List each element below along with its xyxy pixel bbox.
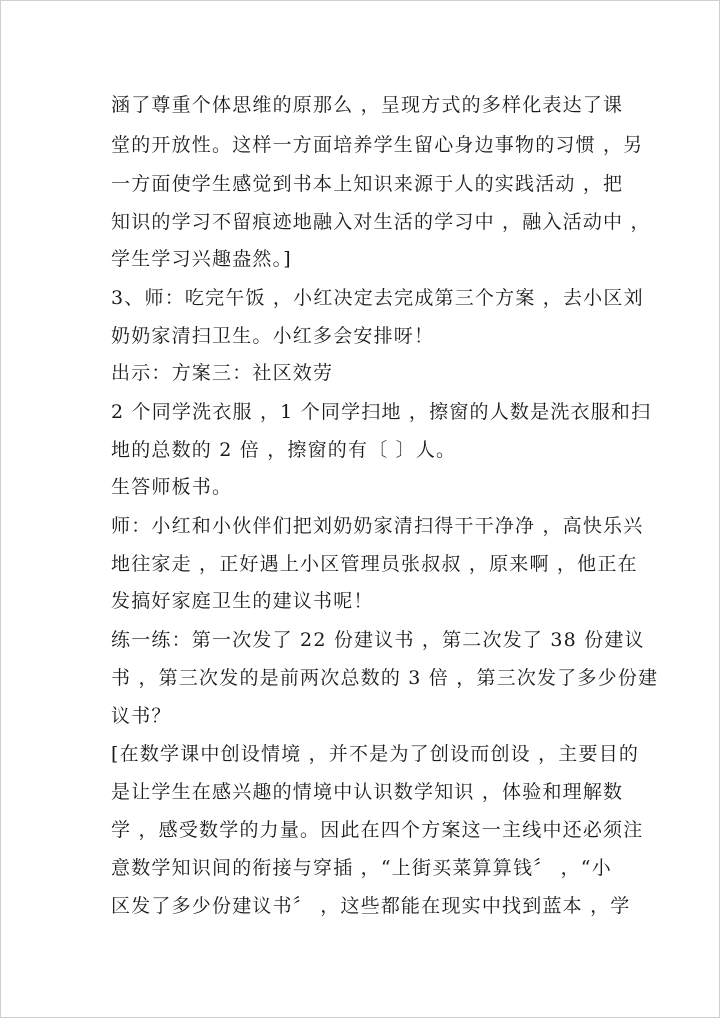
text-line-13: 地往家走 ，正好遇上小区管理员张叔叔 ，原来啊 ，他正在 [111,553,638,575]
text-line-12: 师：小红和小伙伴们把刘奶奶家清扫得干干净净 ，高快乐兴 [111,515,644,537]
text-line-21: 意数学知识间的衔接与穿插 ，“上街买菜算算钱〞 ，“小 [111,857,612,879]
text-line-4: 知识的学习不留痕迹地融入对生活的学习中 ，融入活动中 ， [111,211,651,233]
text-line-22: 区发了多少份建议书〞 ，这些都能在现实中找到蓝本 ，学 [111,895,631,917]
text-line-19: 是让学生在感兴趣的情境中认识数学知识 ，体验和理解数 [111,781,624,803]
text-line-10: 地的总数的 2 倍 ，擦窗的有〔 〕人。 [111,439,457,461]
text-line-7: 奶奶家清扫卫生。小红多会安排呀！ [111,325,435,347]
text-line-9: 2 个同学洗衣服 ，1 个同学扫地 ，擦窗的人数是洗衣服和扫 [111,401,652,423]
text-line-5: 学生学习兴趣盎然。] [111,248,292,270]
text-line-1: 涵了尊重个体思维的原那么 ，呈现方式的多样化表达了课 [111,94,624,116]
text-line-11: 生答师板书。 [111,476,233,498]
text-line-8: 出示：方案三：社区效劳 [111,362,334,384]
text-line-16: 书 ，第三次发的是前两次总数的 3 倍 ，第三次发了多少份建 [111,667,659,689]
text-line-14: 发搞好家庭卫生的建议书呢！ [111,590,374,612]
text-line-15: 练一练：第一次发了 22 份建议书 ，第二次发了 38 份建议 [111,629,645,651]
text-line-17: 议书？ [111,705,172,727]
text-line-2: 堂的开放性。这样一方面培养学生留心身边事物的习惯 ，另 [111,134,644,156]
text-line-3: 一方面使学生感觉到书本上知识来源于人的实践活动 ，把 [111,173,624,195]
text-line-20: 学 ，感受数学的力量。因此在四个方案这一主线中还必须注 [111,819,644,841]
text-line-18: [在数学课中创设情境 ，并不是为了创设而创设 ，主要目的 [111,743,640,765]
text-line-6: 3、师：吃完午饭 ，小红决定去完成第三个方案 ，去小区刘 [111,287,644,309]
